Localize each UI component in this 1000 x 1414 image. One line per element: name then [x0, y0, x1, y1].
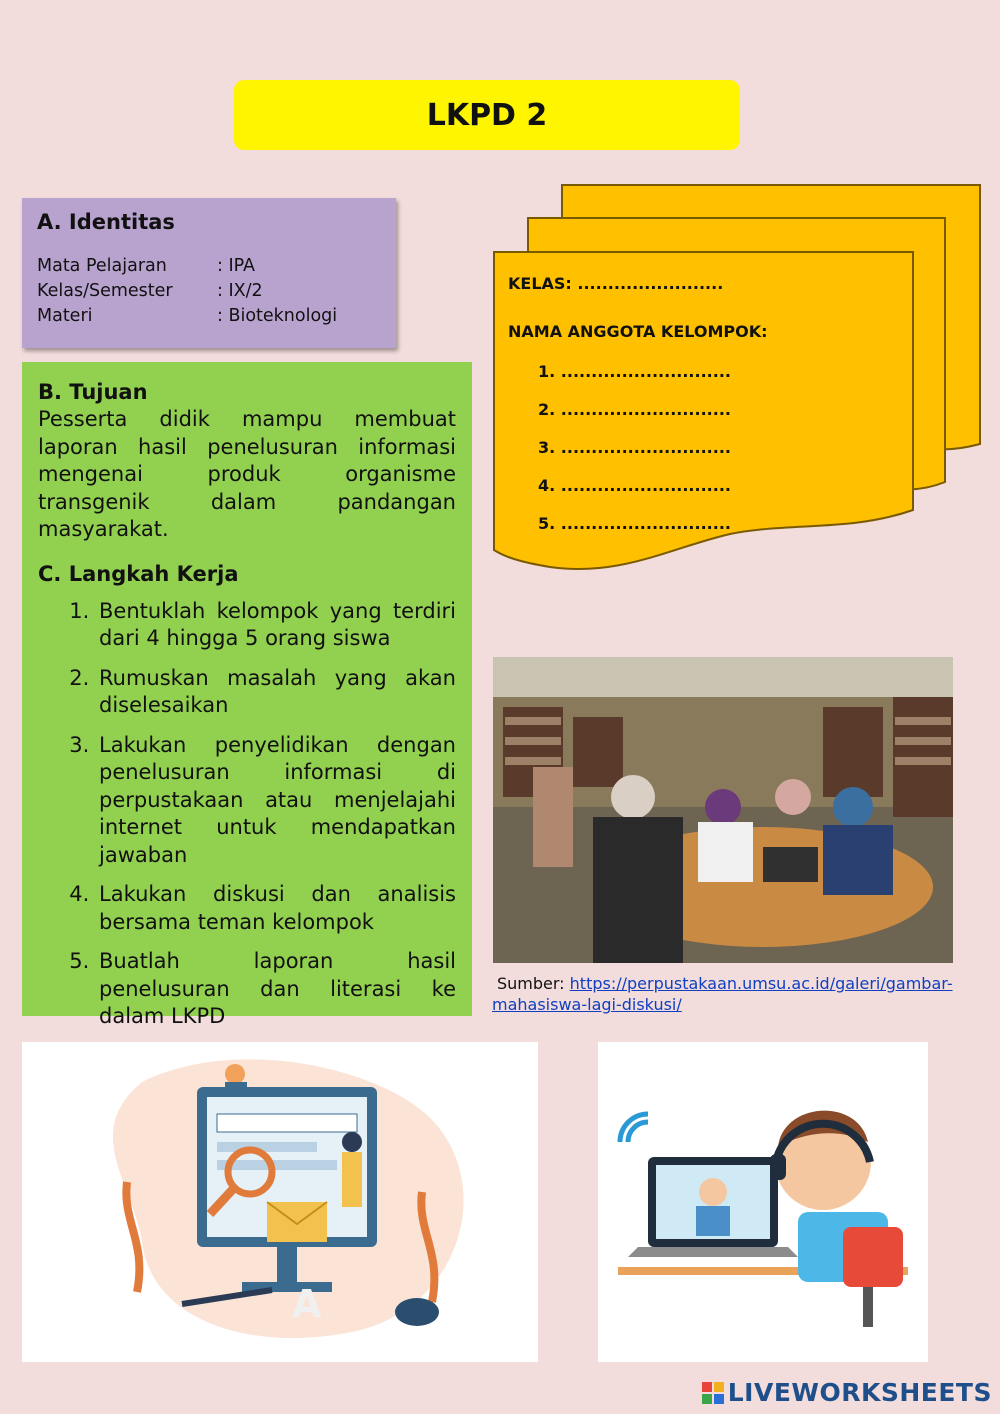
identitas-row: [37, 254, 381, 279]
source-link[interactable]: https://perpustakaan.umsu.ac.id/galeri/gambar-: [569, 974, 953, 993]
identitas-value: : IX/2: [217, 281, 263, 301]
langkah-step: 4. Lakukan diskusi dan analisis bersama teman kelompok: [96, 881, 456, 936]
identitas-row: [37, 304, 381, 329]
page-title: LKPD 2: [234, 80, 740, 150]
nama-kelompok-heading: NAMA ANGGOTA KELOMPOK:: [508, 322, 768, 341]
langkah-step: 5. Buatlah laporan hasil penelusuran dan literasi ke dalam LKPD: [96, 948, 456, 1031]
source-label: Sumber:: [497, 974, 570, 993]
identitas-label: Kelas/Semester: [37, 281, 173, 301]
langkah-step: 3. Lakukan penyelidikan dengan penelusuran informasi di perpustakaan atau menjelajahi internet untuk mendapatkan jawaban: [96, 732, 456, 870]
identitas-panel: [22, 198, 396, 348]
langkah-list: [38, 598, 456, 1031]
library-discussion-photo: [493, 657, 953, 963]
member-field[interactable]: 1. ............................: [538, 362, 731, 381]
identitas-row: [37, 279, 381, 304]
identitas-label: Mata Pelajaran: [37, 256, 167, 276]
langkah-heading: C. Langkah Kerja: [38, 561, 239, 586]
member-field[interactable]: 2. ............................: [538, 400, 731, 419]
tujuan-heading: B. Tujuan: [38, 380, 148, 404]
kelas-field[interactable]: KELAS: ........................: [508, 274, 724, 293]
paper-stack-illustration: [490, 182, 990, 602]
brand-name: LIVEWORKSHEETS: [727, 1378, 992, 1407]
tujuan-text: Pesserta didik mampu membuat laporan hasil penelusuran informasi mengenai produk organisme transgenik dalam pandangan masyarakat.: [38, 407, 456, 541]
member-field[interactable]: 3. ............................: [538, 438, 731, 457]
identitas-heading: A. Identitas: [37, 210, 175, 234]
online-search-illustration: [22, 1042, 538, 1362]
image-source: [492, 973, 1000, 1015]
source-link-continued[interactable]: mahasiswa-lagi-diskusi/: [492, 995, 682, 1014]
member-field[interactable]: 4. ............................: [538, 476, 731, 495]
member-field[interactable]: 5. ............................: [538, 514, 731, 533]
identitas-value: : Bioteknologi: [217, 306, 338, 326]
tujuan-langkah-panel: [22, 362, 472, 1028]
letter-a-graphic: A: [292, 1282, 322, 1326]
langkah-step: 1. Bentuklah kelompok yang terdiri dari 4 hingga 5 orang siswa: [96, 598, 456, 653]
identitas-label: Materi: [37, 306, 93, 326]
online-learning-illustration: [598, 1042, 928, 1362]
identitas-value: : IPA: [217, 256, 256, 276]
brand-logo: [702, 1378, 992, 1407]
liveworksheets-logo-icon: [702, 1382, 724, 1404]
langkah-step: 2. Rumuskan masalah yang akan diselesaikan: [96, 665, 456, 720]
